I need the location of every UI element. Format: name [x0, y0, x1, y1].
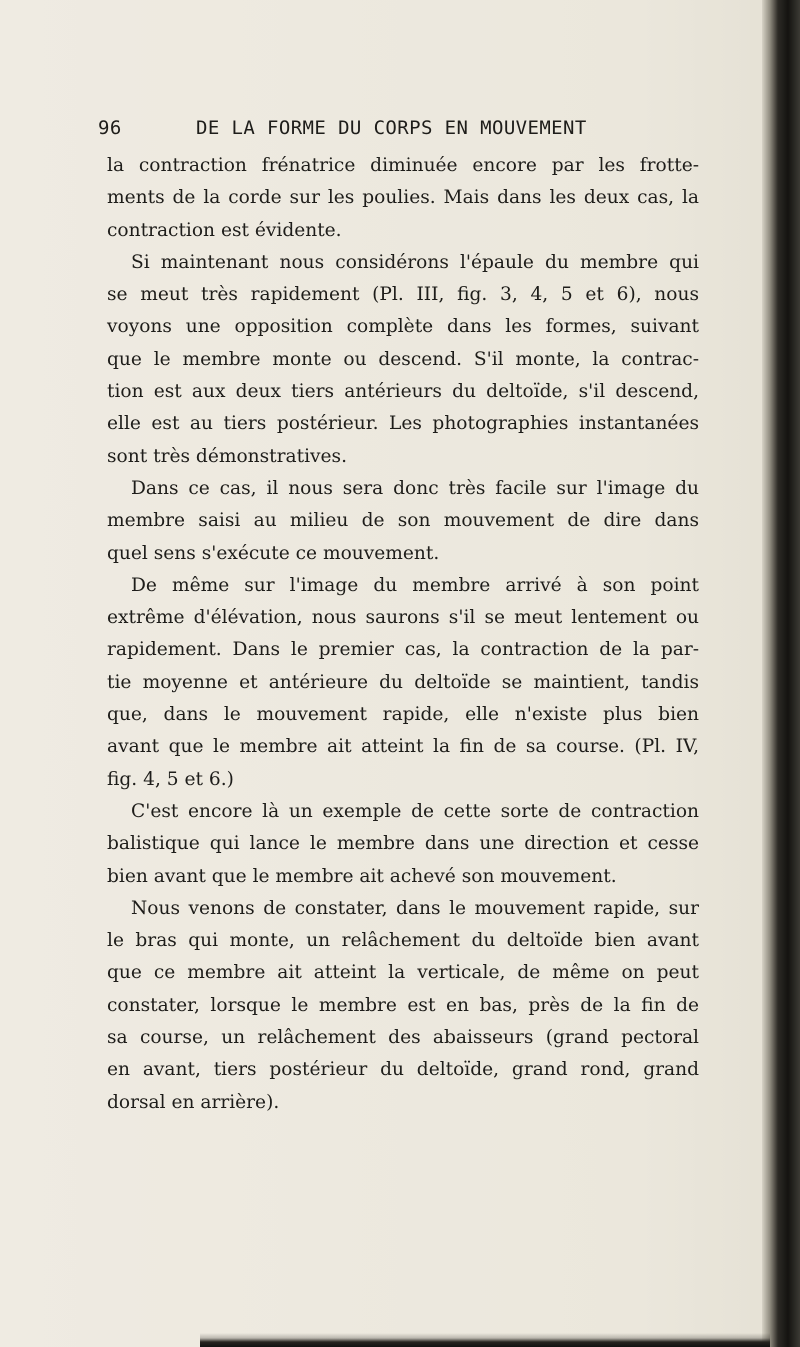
- text-line: constater, lorsque le membre est en bas, près de la fin de: [107, 994, 699, 1016]
- text-line: rapidement. Dans le premier cas, la contraction de la par-: [107, 639, 699, 661]
- text-line: se meut très rapidement (Pl. III, fig. 3, 4, 5 et 6), nous: [107, 284, 699, 306]
- text-line: quel sens s'exécute ce mouvement.: [107, 542, 440, 564]
- body-text: [107, 150, 699, 1119]
- text-line: que, dans le mouvement rapide, elle n'existe plus bien: [107, 704, 699, 726]
- text-line: sa course, un relâchement des abaisseurs (grand pectoral: [107, 1027, 699, 1049]
- text-line: De même sur l'image du membre arrivé à son point: [131, 574, 699, 596]
- text-line: bien avant que le membre ait achevé son mouvement.: [107, 865, 617, 887]
- text-line: tion est aux deux tiers antérieurs du deltoïde, s'il descend,: [107, 381, 699, 403]
- text-line: C'est encore là un exemple de cette sorte de contraction: [131, 800, 699, 822]
- running-title: DE LA FORME DU CORPS EN MOUVEMENT: [196, 117, 587, 139]
- text-line: avant que le membre ait atteint la fin de sa course. (Pl. IV,: [107, 736, 699, 758]
- book-binding-edge: [762, 0, 800, 1347]
- text-line: tie moyenne et antérieure du deltoïde se maintient, tandis: [107, 671, 699, 693]
- text-line: Si maintenant nous considérons l'épaule du membre qui: [131, 251, 699, 273]
- text-line: voyons une opposition complète dans les formes, suivant: [107, 316, 699, 338]
- text-line: le bras qui monte, un relâchement du deltoïde bien avant: [107, 930, 699, 952]
- text-line: contraction est évidente.: [107, 219, 342, 241]
- text-line: balistique qui lance le membre dans une direction et cesse: [107, 833, 699, 855]
- text-line: membre saisi au milieu de son mouvement de dire dans: [107, 510, 699, 532]
- text-line: en avant, tiers postérieur du deltoïde, grand rond, grand: [107, 1059, 699, 1081]
- text-line: Nous venons de constater, dans le mouvement rapide, sur: [131, 897, 699, 919]
- text-line: sont très démonstratives.: [107, 445, 347, 467]
- page-bottom-shadow: [200, 1333, 770, 1347]
- text-line: elle est au tiers postérieur. Les photographies instantanées: [107, 413, 699, 435]
- page-number: 96: [98, 117, 122, 139]
- text-line: extrême d'élévation, nous saurons s'il se meut lentement ou: [107, 607, 699, 629]
- text-line: que ce membre ait atteint la verticale, de même on peut: [107, 962, 699, 984]
- text-line: fig. 4, 5 et 6.): [107, 768, 234, 790]
- text-line: que le membre monte ou descend. S'il monte, la contrac-: [107, 348, 699, 370]
- text-line: dorsal en arrière).: [107, 1091, 280, 1113]
- text-line: Dans ce cas, il nous sera donc très facile sur l'image du: [131, 477, 699, 499]
- text-line: la contraction frénatrice diminuée encore par les frotte-: [107, 155, 699, 176]
- text-line: ments de la corde sur les poulies. Mais dans les deux cas, la: [107, 187, 699, 209]
